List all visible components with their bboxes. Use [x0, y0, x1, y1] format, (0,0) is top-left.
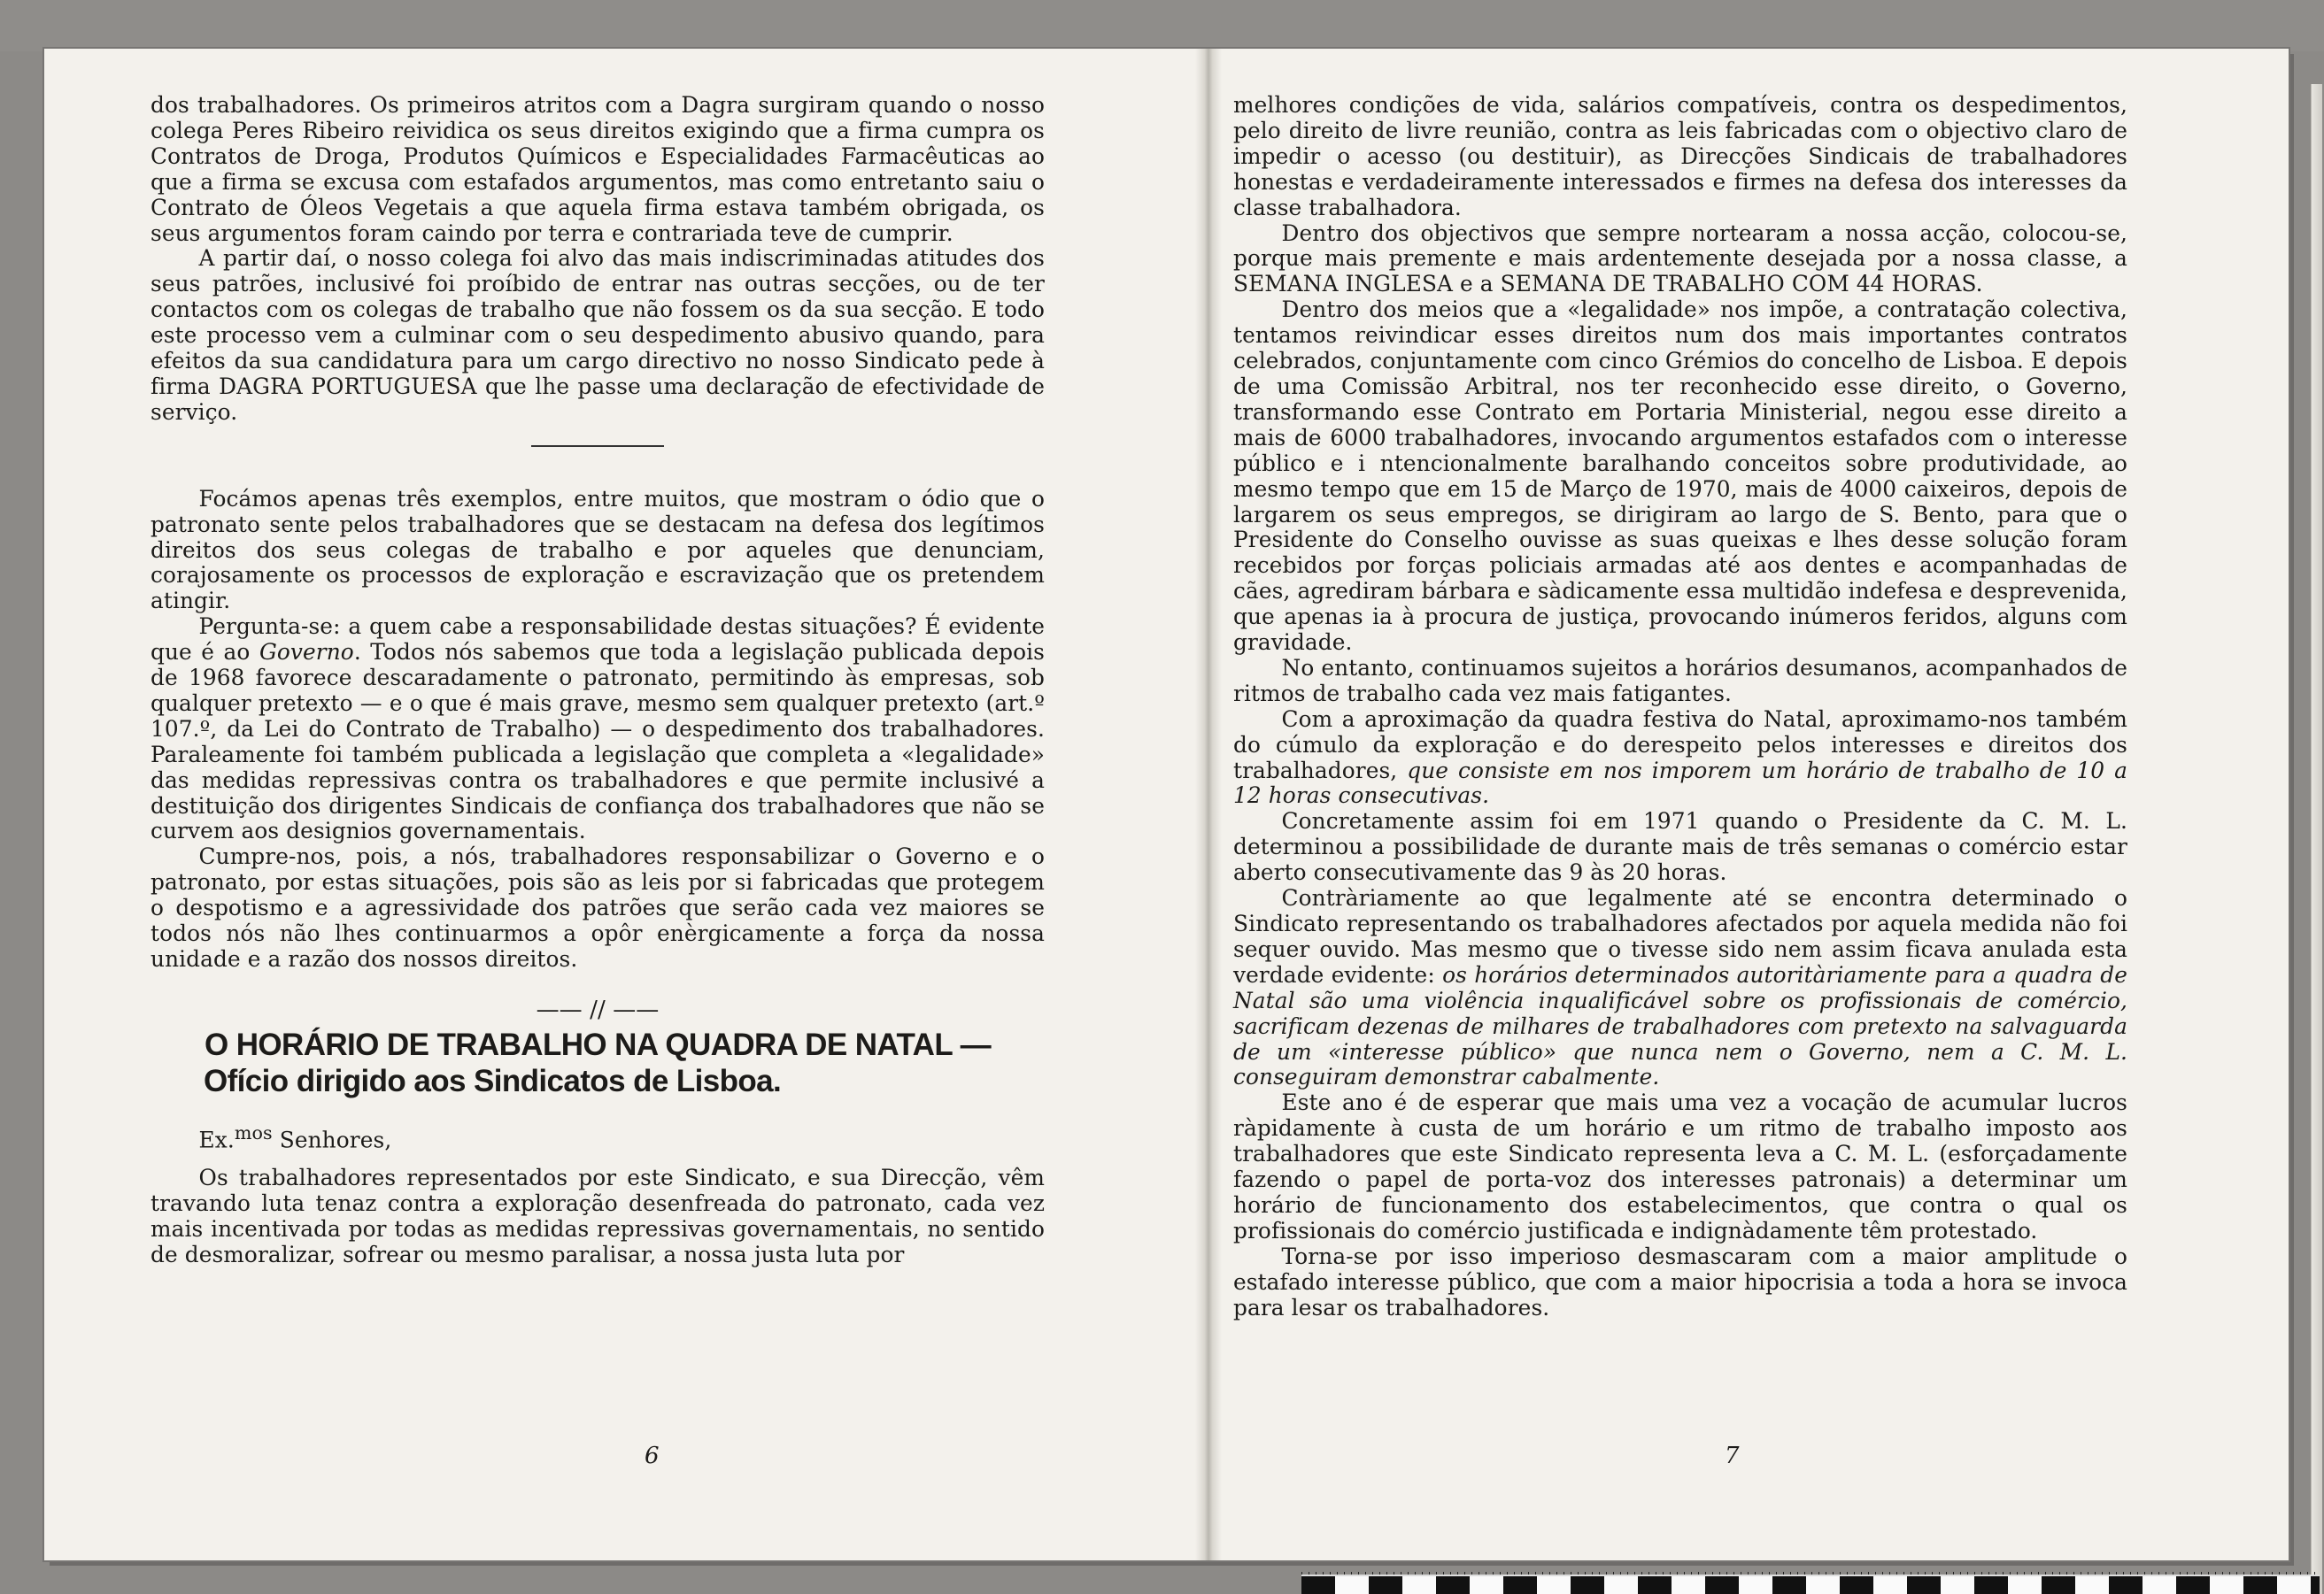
paragraph — [1233, 707, 2127, 810]
emphasis-text: que consiste em nos imporem um horário de trabalho de 10 a 12 horas consecutivas. — [1233, 757, 2128, 809]
page-number: 7 — [1725, 1443, 1740, 1469]
scan-background — [0, 0, 2324, 51]
paragraph: A partir daí, o nosso colega foi alvo das mais indiscriminadas atitudes dos seus patrões, inclusivé foi proíbido de entrar nas outras secções, ou de ter contactos com os colegas de trabalho que não fossem os da sua secção. E todo este processo vem a culminar com o seu despedimento abusivo quando, para efeitos da sua candidatura para um cargo directivo no nosso Sindicato pede à firma DAGRA PORTUGUESA que lhe passe uma declaração de efectividade de serviço. — [151, 245, 1045, 425]
paragraph: Torna-se por isso imperioso desmascaram com a maior amplitude o estafado interesse público, que com a maior hipocrisia a toda a hora se invoca para lesar os trabalhadores. — [1233, 1243, 2127, 1321]
right-page-text — [1233, 93, 2127, 1321]
paragraph: Os trabalhadores representados por este Sindicato, e sua Direcção, vêm travando luta tenaz contra a exploração desenfreada do patronato, cada vez mais incentivada por todas as medidas repressivas governamentais, no sentido de desmoralizar, sofrear ou mesmo paralisar, a nossa justa luta por — [151, 1164, 1045, 1267]
page-number: 6 — [645, 1443, 660, 1469]
paragraph: Cumpre-nos, pois, a nós, trabalhadores responsabilizar o Governo e o patronato, por estas situações, pois são as leis por si fabricadas que protegem o despotismo e a agressividade dos patrões que serão cada vez maiores se todos nós não lhes continuarmos a opôr enèrgicamente a força da nossa unidade e a razão dos nossos direitos. — [151, 843, 1045, 972]
greeting-text: Senhores, — [272, 1127, 392, 1153]
page-edge — [2311, 84, 2322, 1594]
paragraph: Dentro dos meios que a «legalidade» nos impõe, a contratação colectiva, tentamos reivindicar esses direitos num dos mais importantes contratos celebrados, conjuntamente com cinco Grémios do concelho de Lisboa. E depois de uma Comissão Arbitral, nos ter reconhecido esse direito, o Governo, transformando esse Contrato em Portaria Ministerial, negou esse direito a mais de 6000 trabalhadores, invocando argumentos estafados com o interesse público e i ntencionalmente baralhando conceitos sobre produtividade, ao mesmo tempo que em 15 de Março de 1970, mais de 4000 caixeiros, depois de largarem os seus empregos, se dirigiram ao largo de S. Bento, para que o Presidente do Conselho ouvisse as suas queixas e lhes desse solução foram recebidos por forças policiais armadas até aos dentes e acompanhadas de cães, agrediram bárbara e sàdicamente essa multidão indefesa e desprevenida, que apenas ia à procura de justiça, provocando inúmeros feridos, alguns com gravidade. — [1233, 296, 2127, 656]
paragraph-text: . Todos nós sabemos que toda a legislação publicada depois de 1968 favorece descaradamente o patronato, permitindo às empresas, sob qualquer pretexto — e o que é mais grave, mesmo sem qualquer pretexto (art.º 107.º, da Lei do Contrato de Trabalho) — o despedimento dos trabalhadores. Paraleamente foi também publicada a legislação que completa a «legalidade» das medidas repressivas contra os trabalhadores e que permite inclusivé a destituição dos dirigentes Sindicais de confiança dos trabalhadores que não se curvem aos designios governamentais. — [151, 639, 1045, 844]
paragraph: No entanto, continuamos sujeitos a horários desumanos, acompanhados de ritmos de trabalho cada vez mais fatigantes. — [1233, 654, 2127, 706]
measurement-scale — [1301, 1575, 2320, 1594]
paragraph — [1233, 886, 2127, 1090]
paragraph: Concretamente assim foi em 1971 quando o Presidente da C. M. L. determinou a possibilidade de durante mais de três semanas o comércio estar aberto consecutivamente das 9 às 20 horas. — [1233, 808, 2127, 886]
section-subheading: Ofício dirigido aos Sindicatos de Lisboa. — [204, 1063, 782, 1098]
paragraph — [151, 614, 1045, 844]
emphasis-text: Governo — [259, 639, 354, 666]
left-page-text — [151, 93, 1045, 1268]
letter-greeting — [151, 1120, 1045, 1153]
section-heading: O HORÁRIO DE TRABALHO NA QUADRA DE NATAL — — [204, 1027, 991, 1062]
paragraph: melhores condições de vida, salários compatíveis, contra os despedimentos, pelo direito de livre reunião, contra as leis fabricadas com o objectivo claro de impedir o acesso (ou destituir), as Direcções Sindicais de trabalhadores honestas e verdadeiramente interessados e firmes na defesa dos interesses da classe trabalhadora. — [1233, 92, 2127, 220]
paragraph: Focámos apenas três exemplos, entre muitos, que mostram o ódio que o patronato sente pelos trabalhadores que se destacam na defesa dos legítimos direitos dos seus colegas de trabalho e por aqueles que denunciam, corajosamente os processos de exploração e escravização que os pretendem atingir. — [151, 485, 1045, 614]
paragraph: dos trabalhadores. Os primeiros atritos com a Dagra surgiram quando o nosso colega Peres Ribeiro reividica os seus direitos exigindo que a firma cumpra os Contratos de Droga, Produtos Químicos e Especialidades Farmacêuticas ao que a firma se excusa com estafados argumentos, mas como entretanto saiu o Contrato de Óleos Vegetais a que aquela firma estava também obrigada, os seus argumentos foram caindo por terra e contrariada teve de cumprir. — [151, 92, 1045, 246]
paragraph-text: Com a aproximação da quadra festiva do Natal, aproximamo-nos também do cúmulo da exploração e do derespeito pelos interesses e direitos dos trabalhadores, — [1233, 705, 2127, 783]
section-divider — [151, 433, 1045, 458]
greeting-text: Ex. — [198, 1127, 235, 1153]
paragraph: Este ano é de esperar que mais uma vez a vocação de acumular lucros ràpidamente à custa de um horário e um ritmo de trabalho imposto aos trabalhadores que este Sindicato representa leva a C. M. L. (esforçadamente fazendo o papel de porta-voz dos interesses patronais) a determinar um horário de funcionamento dos estabelecimentos, que contra o qual os profissionais do comércio justificada e indignàdamente têm protestado. — [1233, 1090, 2127, 1244]
paragraph: Dentro dos objectivos que sempre nortearam a nossa acção, colocou-se, porque mais premente e mais ardentemente desejada por a nossa classe, a SEMANA INGLESA e a SEMANA DE TRABALHO COM 44 HORAS. — [1233, 219, 2127, 297]
emphasis-text: os horários determinados autoritàriamente para a quadra de Natal são uma violência inqualificável sobre os profissionais de comércio, sacrificam dezenas de milhares de trabalhadores com pretexto na salvaguarda de um «interesse público» que nunca nem o Governo, nem a C. M. L. conseguiram demonstrar cabalmente. — [1233, 961, 2127, 1090]
section-separator: —— // —— — [536, 996, 660, 1023]
greeting-superscript: mos — [234, 1121, 273, 1144]
paragraph-text: Pergunta-se: a quem cabe a responsabilidade destas situações? É evidente que é ao — [151, 613, 1045, 666]
paragraph-text: Contràriamente ao que legalmente até se encontra determinado o Sindicato representando os trabalhadores afectados por aquela medida não foi sequer ouvido. Mas mesmo que o tivesse sido nem assim ficava anulada esta verdade evidente: — [1233, 885, 2127, 988]
book-gutter — [1195, 49, 1222, 1560]
